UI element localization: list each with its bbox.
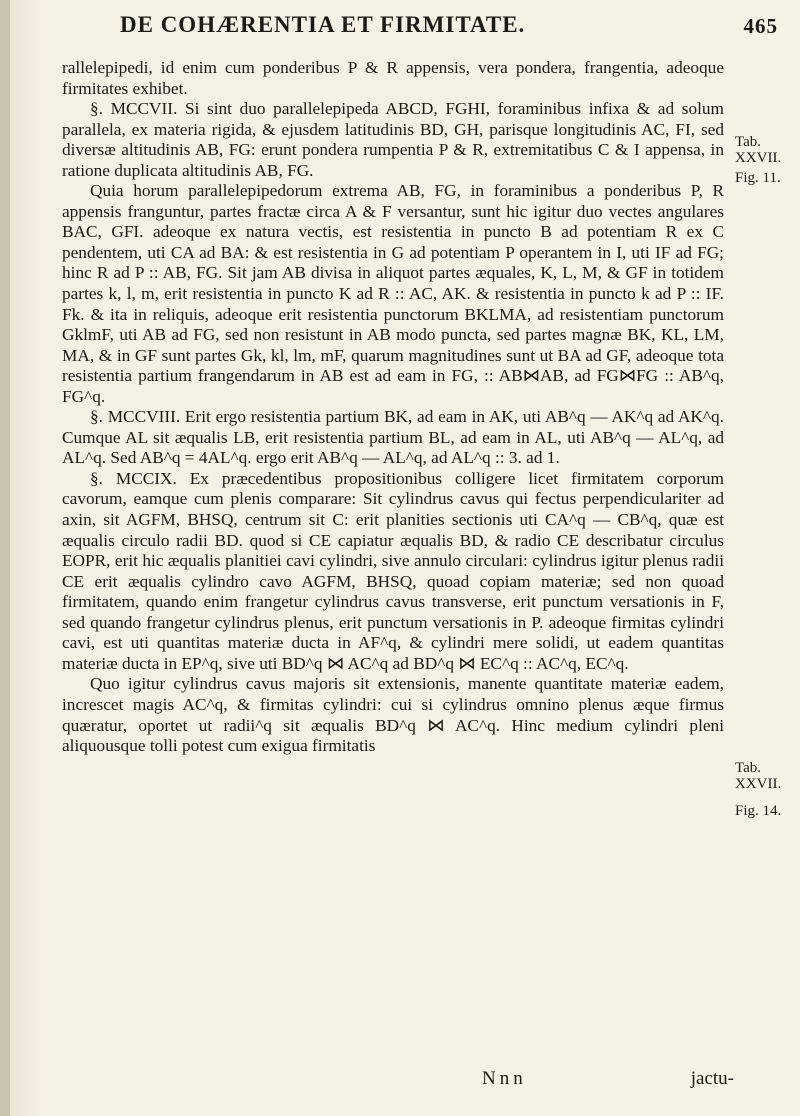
margin-note-fig-2: Fig. 14. xyxy=(735,803,782,819)
margin-note-tab: Tab. XXVII. xyxy=(735,134,782,166)
catchword: jactu- xyxy=(690,1068,734,1089)
paragraph: §. MCCVII. Si sint duo parallelepipeda ABCD, FGHI, foraminibus infixa & ad solum parallela, ex materia rigida, & ejusdem latitudinis BD, GH, parisque longitudinis AC, FI, sed diversæ altitudinis AB, FG: erunt pondera rumpentia P & R, extremitatibus C & I appensa, in ratione duplicata altitudinis AB, FG. xyxy=(62,99,724,180)
paragraph: §. MCCVIII. Erit ergo resistentia partium BK, ad eam in AK, uti AB^q — AK^q ad AK^q. Cumque AL sit æqualis LB, erit resistentia partium BL, ad eam in AL, uti AB^q — AL^q, ad AL^q. Sed AB^q = 4AL^q. ergo erit AB^q — AL^q, ad AL^q :: 3. ad 1. xyxy=(62,407,724,468)
running-head-title: DE COHÆRENTIA ET FIRMITATE. xyxy=(120,12,526,37)
paragraph: Quia horum parallelepipedorum extrema AB, FG, in foraminibus a ponderibus P, R appensis franguntur, partes fractæ circa A & F versantur, sunt hic igitur duo vectes angulares BAC, GFI. adeoque ex natura vectis, est resistentia in puncto B ad potentiam R ex C pendentem, uti CA ad BA: & est resistentia in G ad potentiam P operantem in I, uti IF ad FG; hinc R ad P :: AB, FG. Sit jam AB divisa in aliquot partes æquales, K, L, M, & GF in totidem partes k, l, m, erit resistentia in puncto K ad R :: AC, AK. & resistentia in puncto k ad P :: IF. Fk. & ita in reliquis, adeoque erit resistentia punctorum BKLMA, ad resistentiam punctorum GklmF, uti AB ad FG, sed non resistunt in AB modo puncta, sed partes magnæ BK, KL, LM, MA, & in GF sunt partes Gk, kl, lm, mF, quarum magnitudines sunt ut BA ad GF, adeoque tota resistentia partium frangendarum in AB est ad eam in FG, :: AB⋈AB, ad FG⋈FG :: AB^q, FG^q. xyxy=(62,181,724,406)
paragraph: §. MCCIX. Ex præcedentibus propositionibus colligere licet firmitatem corporum cavorum, eamque cum plenis comparare: Sit cylindrus cavus qui fectus perpendiculariter ad axin, sit AGFM, BHSQ, centrum sit C: erit planities sectionis uti CA^q — CB^q, quæ est æqualis circulo radii BD. quod si CE capiatur æqualis BD, & radio CE describatur circulus EOPR, erit hic æqualis planitiei cavi cylindri, sive annulo circulari: cylindrus igitur plenus radii CE erit æqualis cylindro cavo AGFM, BHSQ, quoad copiam materiæ; sed non quoad firmitatem, quando enim frangetur cylindrus cavus transverse, erit punctum versationis in F, sed quando frangetur cylindrus plenus, erit punctum versationis in P. adeoque firmitas cylindri cavi, est uti quantitas materiæ ducta in AF^q, & cylindri mere solidi, ut eadem quantitas materiæ ducta in EP^q, sive uti BD^q ⋈ AC^q ad BD^q ⋈ EC^q :: AC^q, EC^q. xyxy=(62,468,724,673)
page-footer xyxy=(62,1068,734,1092)
signature-mark: Nnn xyxy=(482,1068,527,1089)
running-head xyxy=(120,6,778,46)
paragraph: Quo igitur cylindrus cavus majoris sit extensionis, manente quantitate materiæ eadem, increscet magis AC^q, & firmitas cylindri: cui si cylindrus omnino plenus æque firmus quæratur, oportet ut radii^q sit æqualis BD^q ⋈ AC^q. Hinc medium cylindri pleni aliquousque tolli potest cum exigua firmitatis xyxy=(62,674,724,756)
body-text xyxy=(62,58,724,757)
margin-note-fig: Fig. 11. xyxy=(735,170,781,186)
margin-note-tab-2: Tab. XXVII. xyxy=(735,760,782,792)
page-number: 465 xyxy=(743,14,778,38)
binding-shadow xyxy=(0,0,10,1116)
paragraph: rallelepipedi, id enim cum ponderibus P & R appensis, vera pondera, frangentia, adeoque firmitates exhibet. xyxy=(62,58,724,98)
